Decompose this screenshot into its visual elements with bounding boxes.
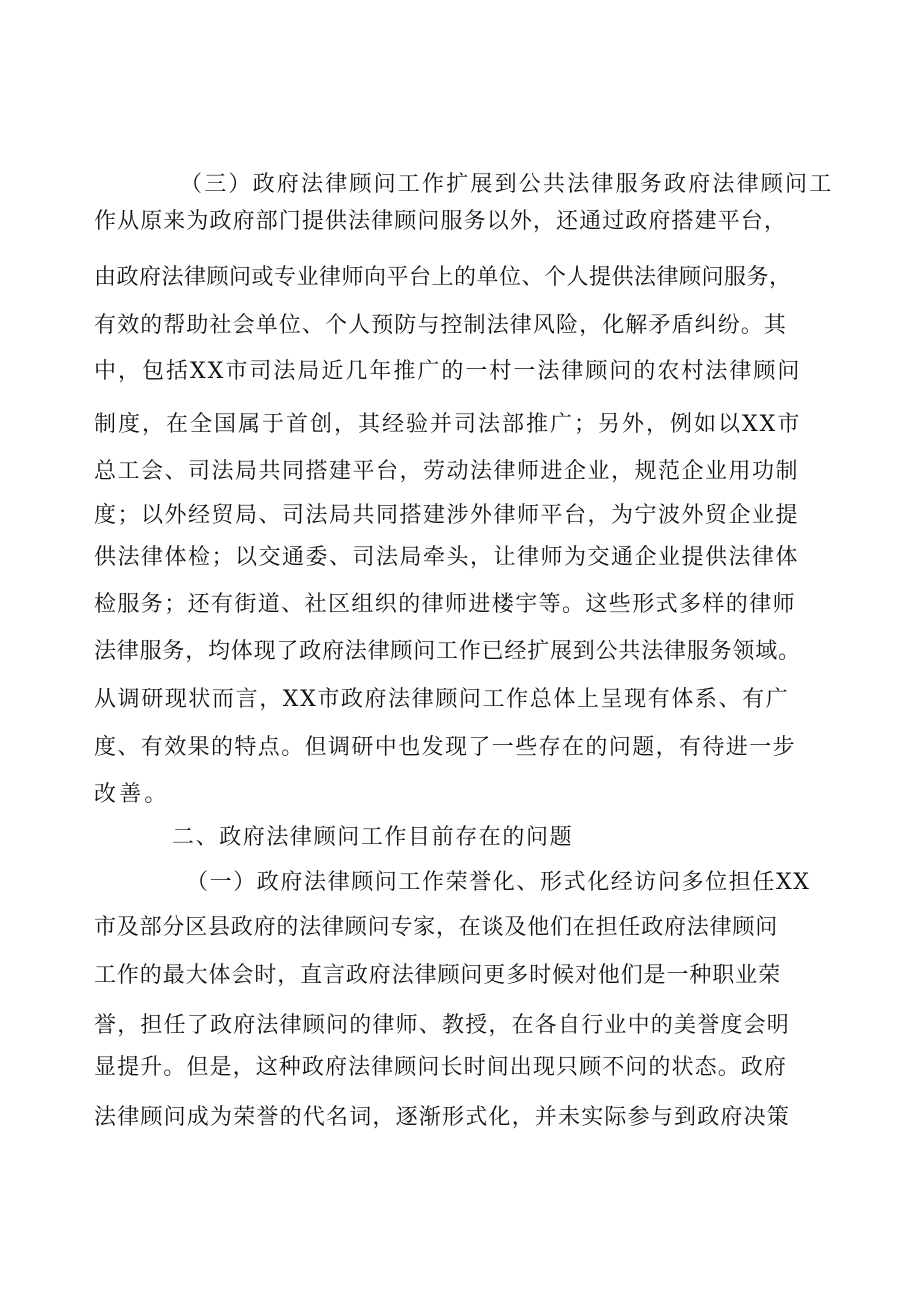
paragraph-3-line-12: 从调研现状而言，XX市政府法律顾问工作总体上呈现有体系、有广 [94, 687, 790, 712]
paragraph-1-line-4: 誉，担任了政府法律顾问的律师、教授，在各自行业中的美誉度会明 [94, 1013, 791, 1038]
paragraph-1-line-2: 市及部分区县政府的法律顾问专家，在谈及他们在担任政府法律顾问 [94, 915, 779, 940]
paragraph-3-line-7: 总工会、司法局共同搭建平台，劳动法律师进企业，规范企业用功制 [94, 459, 800, 484]
paragraph-3-line-13: 度、有效果的特点。但调研中也发现了一些存在的问题，有待进一步 [94, 735, 797, 760]
paragraph-3-line-1: （三）政府法律顾问工作扩展到公共法律服务政府法律顾问工 [180, 172, 834, 197]
paragraph-3-line-8: 度；以外经贸局、司法局共同搭建涉外律师平台，为宁波外贸企业提 [94, 503, 800, 528]
paragraph-3-line-6: 制度，在全国属于首创，其经验并司法部推广；另外，例如以XX市 [94, 412, 802, 437]
section-heading: 二、政府法律顾问工作目前存在的问题 [172, 825, 574, 850]
paragraph-3-line-10: 检服务；还有街道、社区组织的律师进楼宇等。这些形式多样的律师 [94, 592, 797, 617]
paragraph-1-line-1: （一）政府法律顾问工作荣誉化、形式化经访问多位担任XX [186, 870, 811, 895]
paragraph-3-line-14: 改善。 [94, 782, 170, 807]
paragraph-1-line-3: 工作的最大体会时，直言政府法律顾问更多时候对他们是一种职业荣 [94, 963, 782, 988]
paragraph-3-line-3: 由政府法律顾问或专业律师向平台上的单位、个人提供法律顾问服务， [94, 265, 792, 290]
paragraph-3-line-2: 作从原来为政府部门提供法律顾问服务以外，还通过政府搭建平台， [94, 209, 788, 234]
paragraph-1-line-5: 显提升。但是，这种政府法律顾问长时间出现只顾不问的状态。政府 [94, 1055, 788, 1080]
paragraph-3-line-9: 供法律体检；以交通委、司法局牵头，让律师为交通企业提供法律体 [94, 545, 800, 570]
paragraph-3-line-11: 法律服务，均体现了政府法律顾问工作已经扩展到公共法律服务领域。 [94, 639, 801, 664]
paragraph-3-line-4: 有效的帮助社会单位、个人预防与控制法律风险，化解矛盾纠纷。其 [94, 313, 788, 338]
paragraph-1-line-6: 法律顾问成为荣誉的代名词，逐渐形式化，并未实际参与到政府决策 [94, 1105, 791, 1130]
paragraph-3-line-5: 中，包括XX市司法局近几年推广的一村一法律顾问的农村法律顾问 [94, 359, 802, 384]
